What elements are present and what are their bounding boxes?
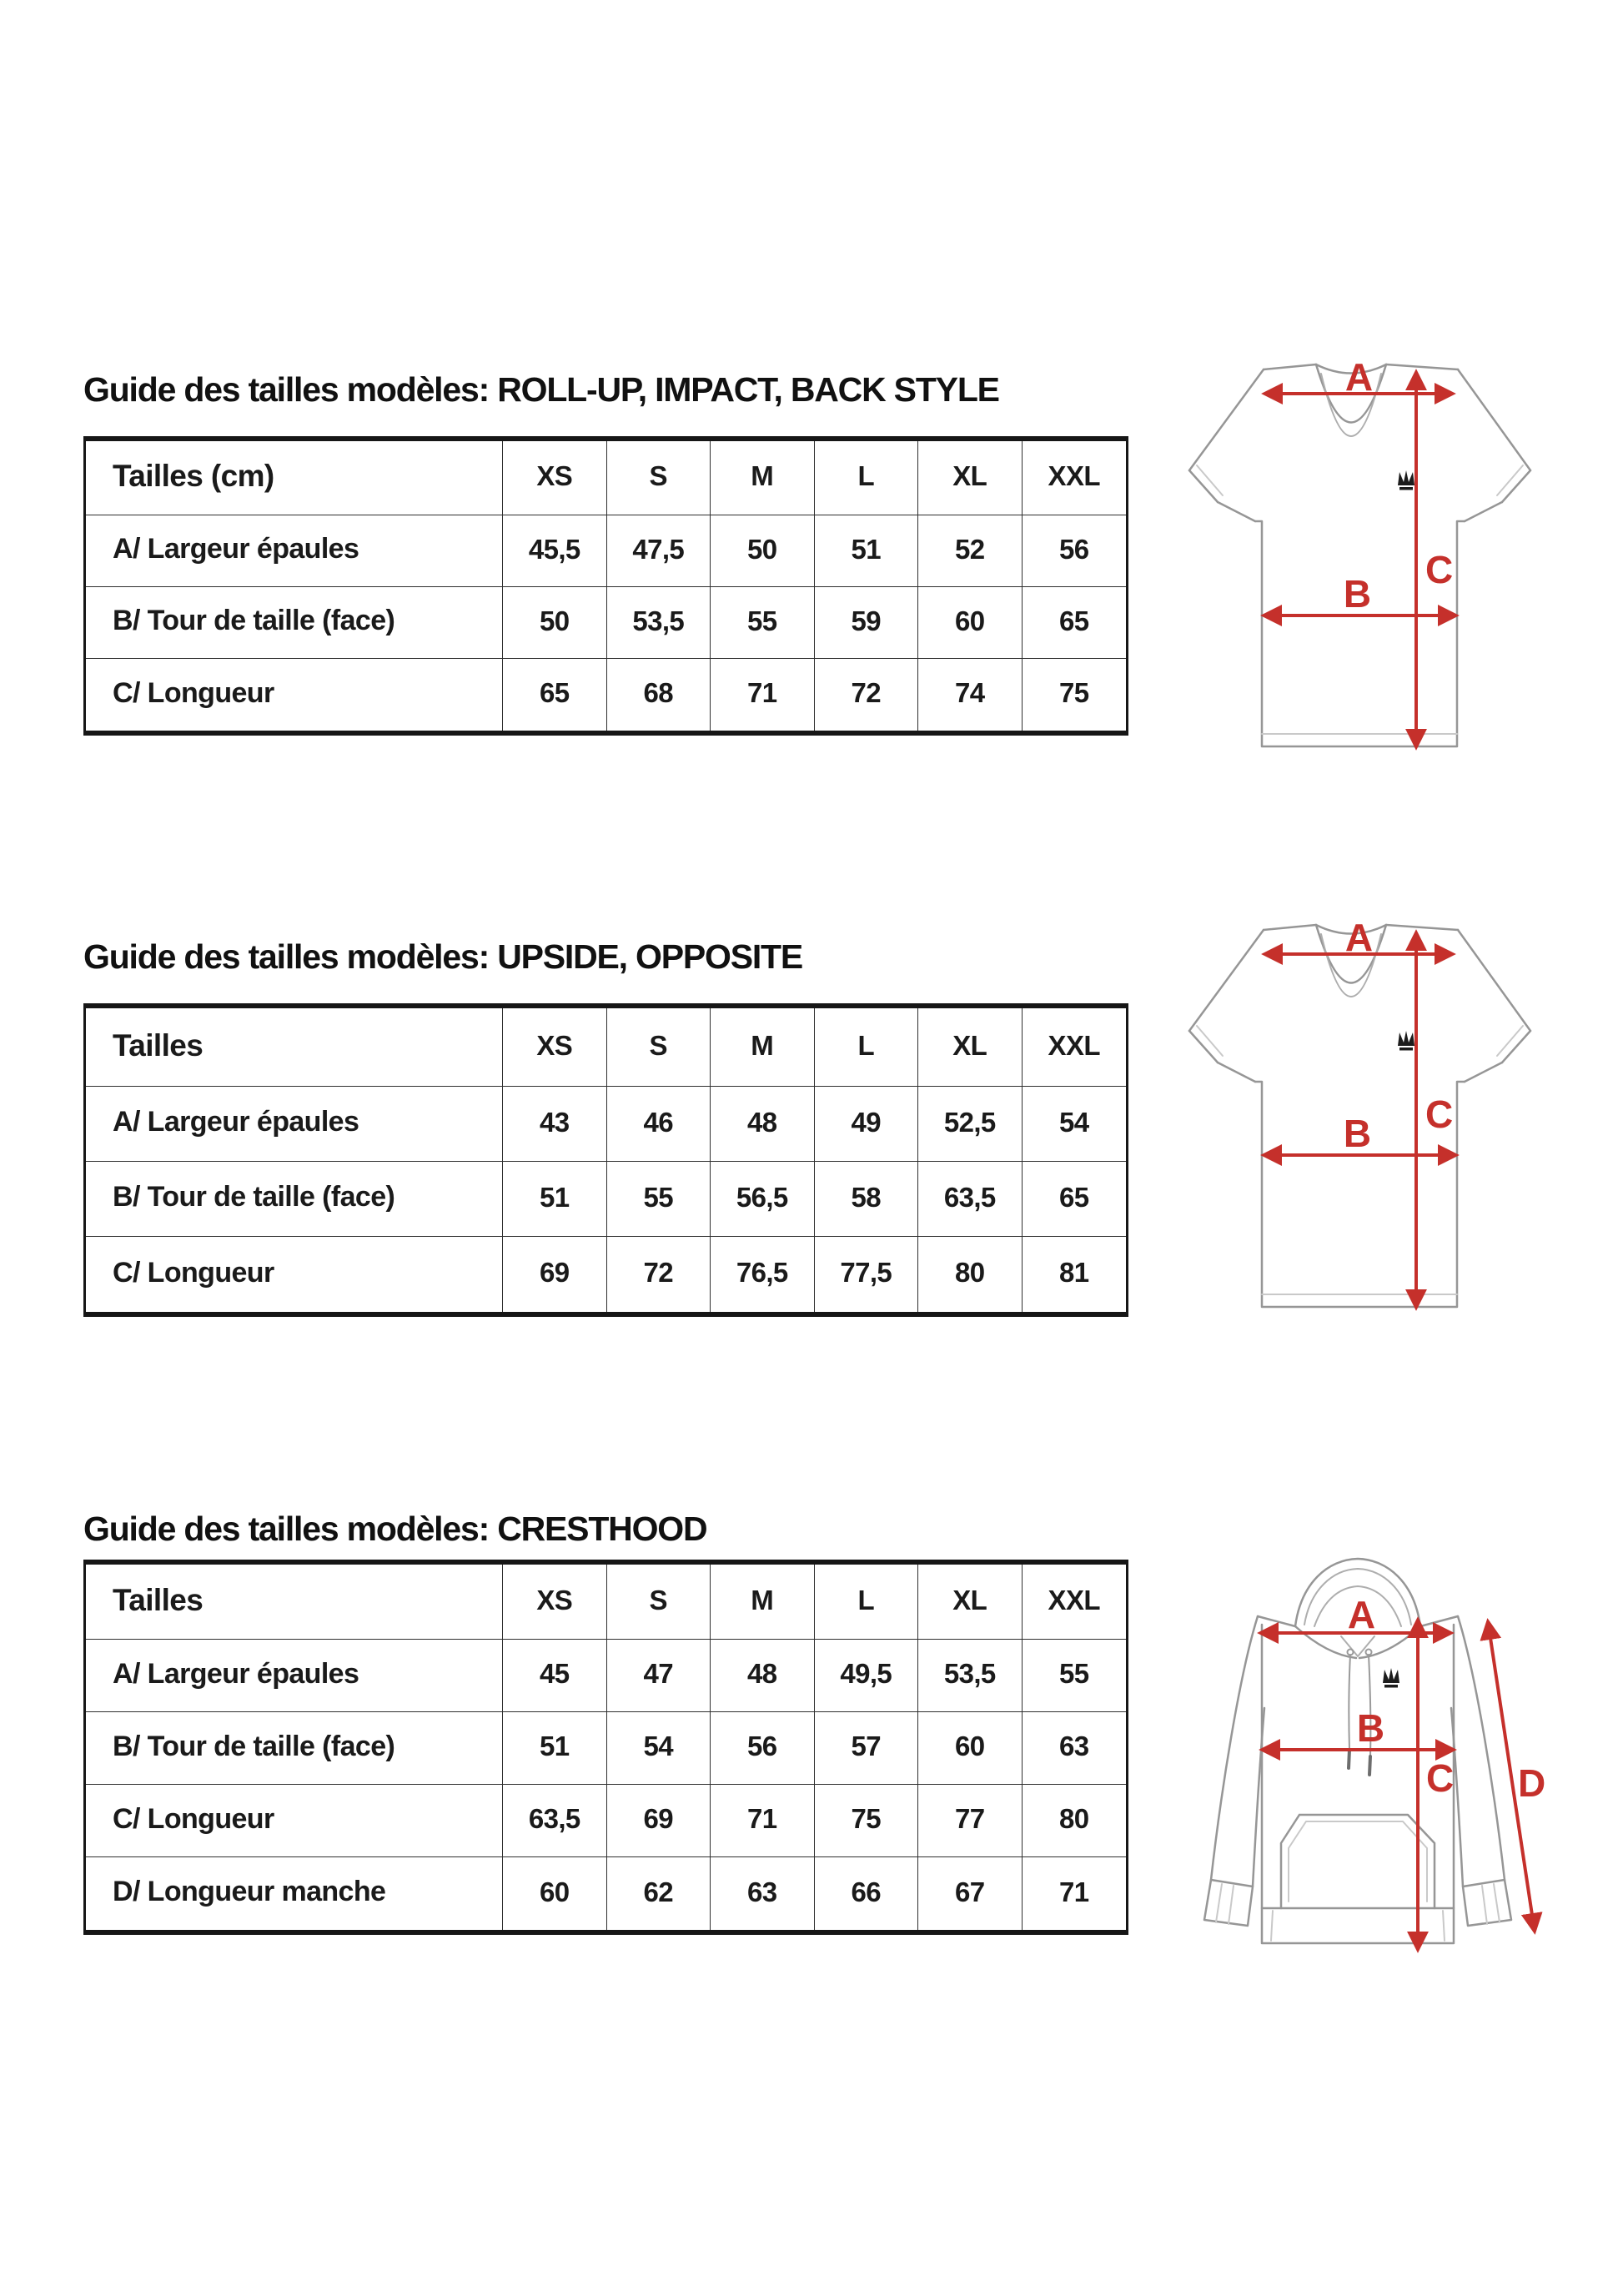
value-cell: 55 <box>607 1162 711 1237</box>
value-cell: 49,5 <box>815 1640 919 1712</box>
value-cell: 56,5 <box>711 1162 815 1237</box>
value-cell: 60 <box>918 587 1023 659</box>
value-cell: 51 <box>503 1712 607 1785</box>
value-cell: 71 <box>1058 1876 1089 1907</box>
section-title: Guide des tailles modèles: ROLL-UP, IMPACT, BACK STYLE <box>83 370 999 409</box>
value-cell: 52 <box>918 515 1023 587</box>
column-header-cell: S <box>607 441 711 515</box>
value-cell: 65 <box>1023 1162 1127 1237</box>
value-cell: 81 <box>1058 1257 1089 1288</box>
value-cell: 56 <box>1023 515 1127 587</box>
value-cell: 57 <box>815 1712 919 1785</box>
value-cell: 77,5 <box>815 1237 919 1312</box>
value-cell: 77 <box>918 1785 1023 1857</box>
value-cell: 47,5 <box>607 515 711 587</box>
value-cell: 75 <box>1058 677 1089 708</box>
row-label-cell: C/ Longueur <box>86 1237 503 1312</box>
column-header-cell: L <box>815 441 919 515</box>
tshirt-diagram <box>1174 917 1545 1313</box>
value-cell: 47 <box>607 1640 711 1712</box>
column-header-cell: S <box>607 1008 711 1087</box>
column-header-cell: XS <box>503 1565 607 1640</box>
value-cell: 51 <box>503 1162 607 1237</box>
value-cell: 63 <box>711 1857 815 1930</box>
row-label-cell: B/ Tour de taille (face) <box>86 1162 503 1237</box>
column-header-cell: M <box>711 441 815 515</box>
value-cell: 50 <box>711 515 815 587</box>
column-header-cell: S <box>607 1565 711 1640</box>
value-cell: 69 <box>607 1785 711 1857</box>
value-cell: 69 <box>503 1237 607 1312</box>
measure-label-b: B <box>1356 1706 1384 1750</box>
value-cell: 63,5 <box>918 1162 1023 1237</box>
column-header-cell: M <box>711 1565 815 1640</box>
size-table <box>83 1560 1128 1935</box>
section-title: Guide des tailles modèles: CRESTHOOD <box>83 1510 707 1548</box>
value-cell: 74 <box>918 659 1023 731</box>
value-cell: 72 <box>607 1237 711 1312</box>
value-cell: 46 <box>607 1087 711 1162</box>
value-cell: 76,5 <box>711 1237 815 1312</box>
value-cell: 71 <box>711 1785 815 1857</box>
value-cell: 80 <box>1023 1785 1127 1857</box>
value-cell: 43 <box>503 1087 607 1162</box>
value-cell: 45 <box>503 1640 607 1712</box>
value-cell: 62 <box>607 1857 711 1930</box>
tshirt-outline <box>1189 364 1530 746</box>
value-cell: 48 <box>711 1640 815 1712</box>
column-header-cell: XS <box>503 1008 607 1087</box>
value-cell: 55 <box>711 587 815 659</box>
measure-label-b: B <box>1343 572 1371 615</box>
value-cell: 53,5 <box>918 1640 1023 1712</box>
value-cell: 49 <box>815 1087 919 1162</box>
brand-crown-icon <box>1398 1031 1414 1051</box>
value-cell: 60 <box>503 1857 607 1930</box>
brand-crown-icon <box>1398 470 1414 490</box>
measure-label-a: A <box>1347 1593 1375 1636</box>
table-title-cell: Tailles <box>86 1008 503 1087</box>
table-title-cell: Tailles <box>86 1565 503 1640</box>
value-cell: 68 <box>607 659 711 731</box>
row-label-cell: B/ Tour de taille (face) <box>86 587 503 659</box>
value-cell: 63,5 <box>503 1785 607 1857</box>
value-cell: 54 <box>607 1712 711 1785</box>
value-cell: 58 <box>815 1162 919 1237</box>
size-table <box>83 1003 1128 1317</box>
value-cell: 65 <box>1023 587 1127 659</box>
measure-label-a: A <box>1344 357 1373 399</box>
value-cell: 71 <box>711 659 815 731</box>
value-cell: 65 <box>503 659 607 731</box>
value-cell: 56 <box>711 1712 815 1785</box>
value-cell: 54 <box>1023 1087 1127 1162</box>
value-cell: 60 <box>918 1712 1023 1785</box>
column-header-cell: XL <box>918 1008 1023 1087</box>
column-header-cell: L <box>815 1565 919 1640</box>
value-cell: 67 <box>918 1857 1023 1930</box>
size-table <box>83 436 1128 736</box>
column-header-cell: XXL <box>1023 441 1127 515</box>
row-label-cell: B/ Tour de taille (face) <box>86 1712 503 1785</box>
value-cell: 45,5 <box>503 515 607 587</box>
measure-label-c: C <box>1426 1756 1454 1800</box>
column-header-cell: L <box>815 1008 919 1087</box>
value-cell: 59 <box>815 587 919 659</box>
value-cell: 75 <box>815 1785 919 1857</box>
value-cell: 80 <box>918 1237 1023 1312</box>
value-cell: 52,5 <box>918 1087 1023 1162</box>
column-header-cell: XXL <box>1023 1008 1127 1087</box>
hoodie-diagram <box>1174 1550 1565 1965</box>
row-label-cell: D/ Longueur manche <box>86 1857 503 1930</box>
value-cell: 53,5 <box>607 587 711 659</box>
row-label-cell: A/ Largeur épaules <box>86 1640 503 1712</box>
value-cell: 55 <box>1023 1640 1127 1712</box>
value-cell: 51 <box>815 515 919 587</box>
column-header-cell: XL <box>918 1565 1023 1640</box>
value-cell: 72 <box>815 659 919 731</box>
measure-label-d: D <box>1518 1761 1545 1805</box>
column-header-cell: XS <box>503 441 607 515</box>
measure-label-c: C <box>1425 548 1453 591</box>
column-header-cell: XL <box>918 441 1023 515</box>
brand-crown-icon <box>1383 1668 1399 1688</box>
measure-label-b: B <box>1343 1112 1371 1155</box>
column-header-cell: M <box>711 1008 815 1087</box>
measure-label-a: A <box>1344 917 1373 959</box>
value-cell: 66 <box>815 1857 919 1930</box>
table-title-cell: Tailles (cm) <box>86 441 503 515</box>
tshirt-diagram <box>1174 357 1545 752</box>
value-cell: 48 <box>711 1087 815 1162</box>
row-label-cell: C/ Longueur <box>86 1785 503 1857</box>
column-header-cell: XXL <box>1023 1565 1127 1640</box>
row-label-cell: A/ Largeur épaules <box>86 1087 503 1162</box>
value-cell: 50 <box>503 587 607 659</box>
row-label-cell: C/ Longueur <box>86 659 503 731</box>
value-cell: 63 <box>1023 1712 1127 1785</box>
section-title: Guide des tailles modèles: UPSIDE, OPPOSITE <box>83 937 803 976</box>
measure-label-c: C <box>1425 1093 1453 1136</box>
row-label-cell: A/ Largeur épaules <box>86 515 503 587</box>
